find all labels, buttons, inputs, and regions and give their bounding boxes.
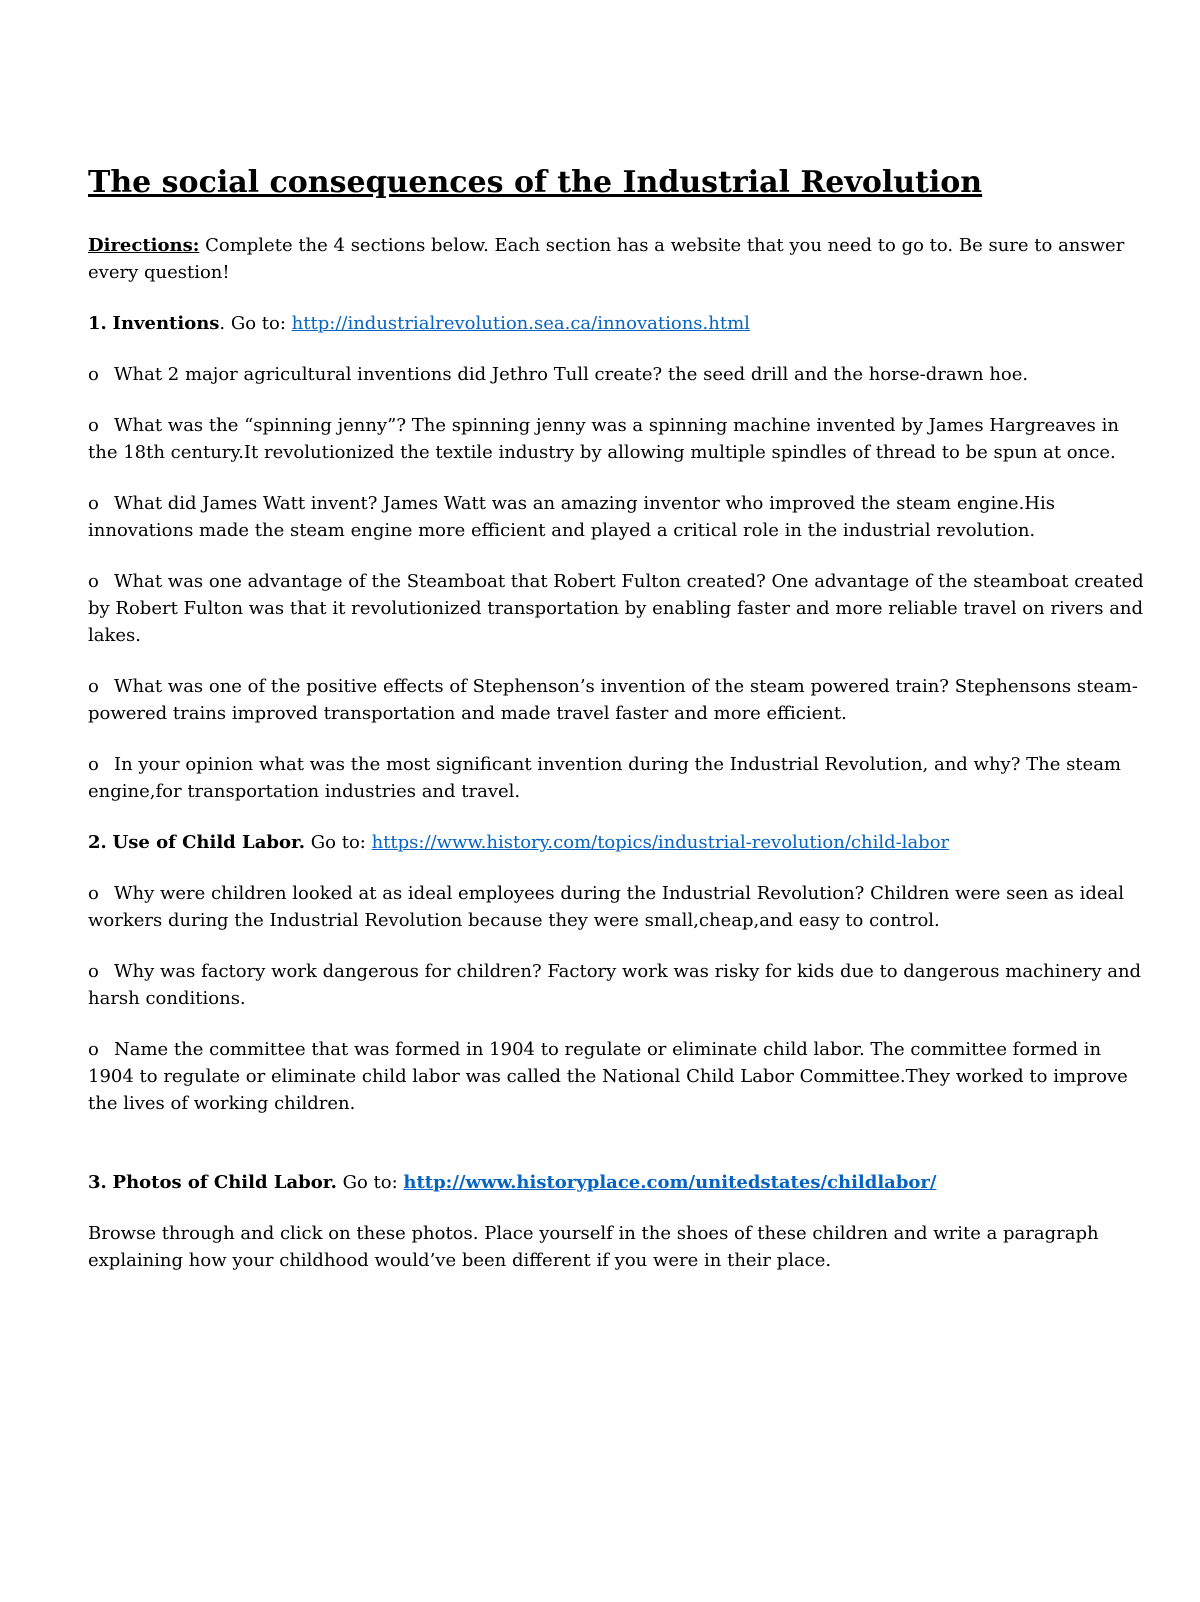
photos-link[interactable]: http://www.historyplace.com/unitedstates/childlabor/ bbox=[403, 1172, 937, 1193]
question-text: Why was factory work dangerous for children? bbox=[114, 961, 542, 982]
go-to-label: Go to: bbox=[305, 832, 372, 853]
question-item bbox=[88, 490, 1148, 544]
directions-text: Complete the 4 sections below. Each section has a website that you need to go to. Be sure to answer every question! bbox=[88, 235, 1125, 283]
question-text: In your opinion what was the most significant invention during the Industrial Revolution, and why? bbox=[114, 754, 1021, 775]
child-labor-link[interactable]: https://www.history.com/topics/industrial-revolution/child-labor bbox=[371, 832, 950, 853]
answer-text: Children were seen as ideal workers during the Industrial Revolution because they were small,cheap,and easy to control. bbox=[88, 883, 1125, 931]
bullet-icon: o bbox=[88, 415, 99, 436]
question-item bbox=[88, 958, 1148, 1012]
bullet-icon: o bbox=[88, 961, 99, 982]
go-to-label: . Go to: bbox=[219, 313, 292, 334]
question-text: What was one advantage of the Steamboat that Robert Fulton created? bbox=[114, 571, 766, 592]
bullet-icon: o bbox=[88, 754, 99, 775]
inventions-link[interactable]: http://industrialrevolution.sea.ca/innovations.html bbox=[291, 313, 750, 334]
question-item bbox=[88, 412, 1148, 466]
question-text: What did James Watt invent? bbox=[114, 493, 378, 514]
question-text: Name the committee that was formed in 1904 to regulate or eliminate child labor. bbox=[114, 1039, 865, 1060]
question-item bbox=[88, 880, 1148, 934]
question-item bbox=[88, 673, 1148, 727]
answer-text: The spinning jenny was a spinning machine invented by James Hargreaves in the 18th century.It revolutionized the textile industry by allowing multiple spindles of thread to be spun at once. bbox=[88, 415, 1119, 463]
go-to-label: Go to: bbox=[336, 1172, 404, 1193]
photos-instructions: Browse through and click on these photos. Place yourself in the shoes of these children and write a paragraph explaining how your childhood would’ve been different if you were in their place. bbox=[88, 1223, 1099, 1271]
question-item bbox=[88, 568, 1148, 649]
bullet-icon: o bbox=[88, 883, 99, 904]
answer-text: James Watt was an amazing inventor who improved the steam engine.His innovations made the steam engine more efficient and played a critical role in the industrial revolution. bbox=[88, 493, 1055, 541]
section-number: 2. bbox=[88, 832, 107, 853]
bullet-icon: o bbox=[88, 1039, 99, 1060]
section-name: Photos of Child Labor. bbox=[112, 1172, 337, 1193]
section-heading-inventions bbox=[88, 310, 1148, 337]
section-number: 3. bbox=[88, 1172, 107, 1193]
bullet-icon: o bbox=[88, 493, 99, 514]
answer-text: The committee formed in 1904 to regulate or eliminate child labor was called the National Child Labor Committee.They worked to improve the lives of working children. bbox=[88, 1039, 1128, 1114]
question-text: Why were children looked at as ideal employees during the Industrial Revolution? bbox=[114, 883, 865, 904]
directions-paragraph bbox=[88, 232, 1148, 286]
bullet-icon: o bbox=[88, 364, 99, 385]
answer-text: the seed drill and the horse-drawn hoe. bbox=[662, 364, 1029, 385]
answer-text: Stephensons steam-powered trains improved transportation and made travel faster and more efficient. bbox=[88, 676, 1138, 724]
directions-label: Directions: bbox=[88, 235, 200, 256]
section-name: Inventions bbox=[112, 313, 220, 334]
blank-line bbox=[88, 1141, 1148, 1169]
bullet-icon: o bbox=[88, 676, 99, 697]
section-heading-child-labor bbox=[88, 829, 1148, 856]
page-title: The social consequences of the Industrial Revolution bbox=[88, 165, 983, 200]
question-item bbox=[88, 361, 1148, 388]
answer-text: The steam engine,for transportation industries and travel. bbox=[88, 754, 1121, 802]
question-item bbox=[88, 1036, 1148, 1117]
bullet-icon: o bbox=[88, 571, 99, 592]
section-name: Use of Child Labor. bbox=[112, 832, 306, 853]
question-text: What was one of the positive effects of Stephenson’s invention of the steam powered train? bbox=[114, 676, 949, 697]
question-text: What was the “spinning jenny”? bbox=[114, 415, 407, 436]
section-heading-photos bbox=[88, 1169, 1148, 1196]
question-item bbox=[88, 751, 1148, 805]
document-page bbox=[88, 164, 1148, 1298]
question-text: What 2 major agricultural inventions did Jethro Tull create? bbox=[114, 364, 663, 385]
section-number: 1. bbox=[88, 313, 107, 334]
answer-text: One advantage of the steamboat created by Robert Fulton was that it revolutionized transportation by enabling faster and more reliable travel on rivers and lakes. bbox=[88, 571, 1144, 646]
answer-text: Factory work was risky for kids due to dangerous machinery and harsh conditions. bbox=[88, 961, 1142, 1009]
